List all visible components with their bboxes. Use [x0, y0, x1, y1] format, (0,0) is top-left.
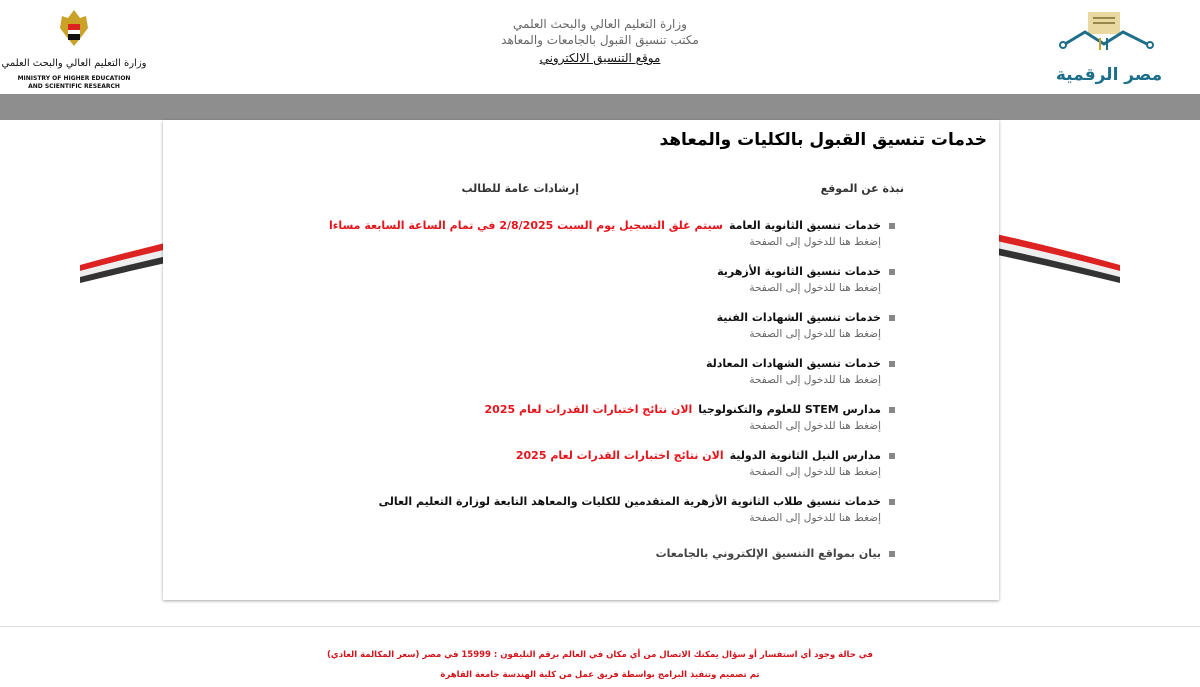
- enter-page-link[interactable]: إضغط هنا للدخول إلى الصفحة: [749, 466, 881, 478]
- ministry-name: وزارة التعليم العالي والبحث العلمي: [513, 17, 687, 31]
- service-item: [245, 494, 895, 540]
- service-item: [245, 356, 895, 402]
- service-item: [245, 310, 895, 356]
- bullet-square-icon: [889, 453, 895, 459]
- service-title[interactable]: خدمات تنسيق الثانوية العامة: [728, 219, 881, 232]
- service-alert: الان نتائج اختبارات القدرات لعام 2025: [484, 403, 693, 416]
- footer-contact-text: في حالة وجود أي استفسار أو سؤال يمكنك الاتصال من أي مكان في العالم برقم التليفون : 15999 في مصر (سعر المكالمة العادي): [327, 650, 873, 660]
- footer-divider: [0, 626, 1200, 627]
- enter-page-link[interactable]: إضغط هنا للدخول إلى الصفحة: [749, 282, 881, 294]
- ministry-logo[interactable]: [1, 6, 147, 92]
- bullet-square-icon: [889, 499, 895, 505]
- bullet-square-icon: [889, 315, 895, 321]
- enter-page-link[interactable]: إضغط هنا للدخول إلى الصفحة: [749, 374, 881, 386]
- footer-credits-text: تم تصميم وتنفيذ البرامج بواسطة فريق عمل من كلية الهندسة جامعة القاهرة: [440, 670, 760, 680]
- bullet-square-icon: [889, 223, 895, 229]
- ministry-logo-arabic: وزارة التعليم العالي والبحث العلمي: [1, 58, 147, 69]
- ministry-logo-en-line1: MINISTRY OF HIGHER EDUCATION: [17, 75, 131, 82]
- bullet-square-icon: [889, 551, 895, 557]
- universities-sites-link[interactable]: بيان بمواقع التنسيق الإلكتروني بالجامعات: [655, 547, 881, 560]
- digital-egypt-logo[interactable]: [1055, 8, 1165, 88]
- eagle-emblem-icon: [60, 10, 88, 46]
- services-card: [163, 120, 999, 600]
- services-list: [245, 218, 895, 592]
- service-title[interactable]: خدمات تنسيق الشهادات المعادلة: [705, 357, 881, 370]
- enter-page-link[interactable]: إضغط هنا للدخول إلى الصفحة: [749, 328, 881, 340]
- bullet-square-icon: [889, 269, 895, 275]
- service-alert: الان نتائج اختبارات القدرات لعام 2025: [515, 449, 724, 462]
- service-title[interactable]: خدمات تنسيق طلاب الثانوية الأزهرية المتقدمين للكليات والمعاهد التابعة لوزارة التعليم العالى: [378, 495, 881, 508]
- site-header: [0, 0, 1200, 94]
- page-title: خدمات تنسيق القبول بالكليات والمعاهد: [659, 130, 987, 150]
- header-grey-band: [0, 94, 1200, 120]
- service-item: [245, 448, 895, 494]
- student-guide-link[interactable]: إرشادات عامة للطالب: [461, 182, 579, 195]
- service-title[interactable]: خدمات تنسيق الشهادات الفنية: [716, 311, 881, 324]
- enter-page-link[interactable]: إضغط هنا للدخول إلى الصفحة: [749, 512, 881, 524]
- enter-page-link[interactable]: إضغط هنا للدخول إلى الصفحة: [749, 236, 881, 248]
- bullet-square-icon: [889, 407, 895, 413]
- service-alert: سيتم غلق التسجيل يوم السبت 2/8/2025 في تمام الساعة السابعة مساءا: [328, 219, 723, 232]
- service-item: [245, 402, 895, 448]
- digital-egypt-text: مصر الرقمية: [1055, 65, 1163, 85]
- service-item: [245, 546, 895, 592]
- enter-page-link[interactable]: إضغط هنا للدخول إلى الصفحة: [749, 420, 881, 432]
- about-site-link[interactable]: نبذة عن الموقع: [820, 182, 904, 195]
- office-name: مكتب تنسيق القبول بالجامعات والمعاهد: [501, 33, 699, 47]
- service-title[interactable]: خدمات تنسيق الثانوية الأزهرية: [717, 265, 881, 278]
- site-home-link[interactable]: موقع التنسيق الالكتروني: [539, 51, 661, 65]
- service-title[interactable]: مدارس STEM للعلوم والتكنولوجيا: [698, 403, 881, 416]
- header-text-block: [400, 16, 800, 68]
- service-title[interactable]: مدارس النيل الثانوية الدولية: [729, 449, 881, 462]
- bullet-square-icon: [889, 361, 895, 367]
- service-item: [245, 218, 895, 264]
- ministry-logo-en-line2: AND SCIENTIFIC RESEARCH: [28, 83, 120, 90]
- service-item: [245, 264, 895, 310]
